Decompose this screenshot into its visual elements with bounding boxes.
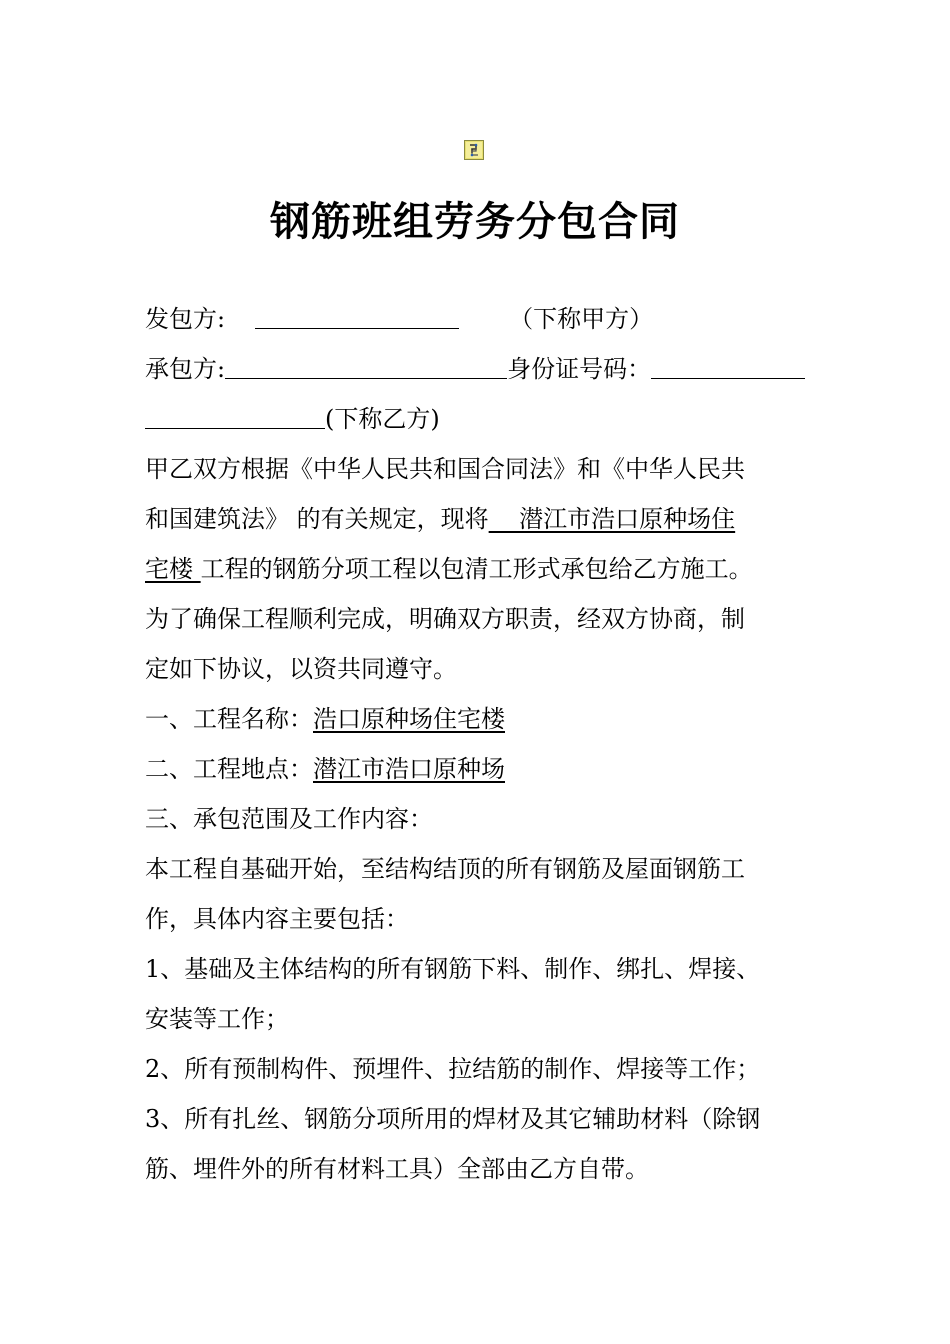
id-number-blank-cont[interactable] bbox=[145, 398, 325, 429]
scope-item-1-line-2: 安装等工作； bbox=[145, 1005, 289, 1033]
intro-line-4: 为了确保工程顺利完成，明确双方职责，经双方协商，制 bbox=[145, 605, 745, 633]
party-b-line bbox=[145, 344, 825, 394]
id-number-label: 身份证号码： bbox=[507, 355, 652, 383]
contract-title: 钢筋班组劳务分包合同 bbox=[270, 198, 680, 245]
id-number-blank[interactable] bbox=[651, 348, 805, 379]
party-b-label: 承包方: bbox=[145, 355, 226, 383]
scope-item-3-line-1: 3、所有扎丝、钢筋分项所用的焊材及其它辅助材料（除钢 bbox=[145, 1105, 761, 1133]
scope-heading: 三、承包范围及工作内容： bbox=[145, 805, 433, 833]
intro-line-3 bbox=[145, 544, 825, 594]
intro-line-2-text: 和国建筑法》 的有关规定，现将 bbox=[145, 505, 489, 533]
party-a-note: （下称甲方） bbox=[509, 305, 654, 333]
scope-desc-line-2: 作，具体内容主要包括： bbox=[145, 905, 409, 933]
project-name-value: 浩口原种场住宅楼 bbox=[313, 705, 505, 733]
party-b-blank[interactable] bbox=[225, 348, 507, 379]
intro-line-1: 甲乙双方根据《中华人民共和国合同法》和《中华人民共 bbox=[145, 455, 745, 483]
project-name-line bbox=[145, 694, 825, 744]
scope-item-2: 2、所有预制构件、预埋件、拉结筋的制作、焊接等工作； bbox=[145, 1055, 761, 1083]
party-a-line bbox=[145, 294, 825, 344]
project-location-line bbox=[145, 744, 825, 794]
project-location-value: 潜江市浩口原种场 bbox=[313, 755, 505, 783]
party-a-label: 发包方: bbox=[145, 305, 226, 333]
project-location-underlined: 潜江市浩口原种场住 bbox=[488, 505, 736, 533]
embedded-object-icon[interactable] bbox=[464, 140, 484, 160]
project-location-label: 二、工程地点： bbox=[145, 755, 313, 783]
project-name-label: 一、工程名称： bbox=[145, 705, 313, 733]
project-name-underlined-tail: 宅楼 bbox=[145, 555, 201, 583]
party-b-line-2 bbox=[145, 394, 825, 444]
scope-item-3-line-2: 筋、埋件外的所有材料工具）全部由乙方自带。 bbox=[145, 1155, 649, 1183]
party-b-note: (下称乙方) bbox=[325, 405, 440, 433]
party-a-blank[interactable] bbox=[255, 298, 459, 329]
intro-line-3-text: 工程的钢筋分项工程以包清工形式承包给乙方施工。 bbox=[200, 555, 753, 583]
contract-body bbox=[145, 294, 825, 1194]
intro-line-5: 定如下协议，以资共同遵守。 bbox=[145, 655, 457, 683]
scope-item-1-line-1: 1、基础及主体结构的所有钢筋下料、制作、绑扎、焊接、 bbox=[145, 955, 761, 983]
intro-line-2 bbox=[145, 494, 825, 544]
scope-desc-line-1: 本工程自基础开始，至结构结顶的所有钢筋及屋面钢筋工 bbox=[145, 855, 745, 883]
